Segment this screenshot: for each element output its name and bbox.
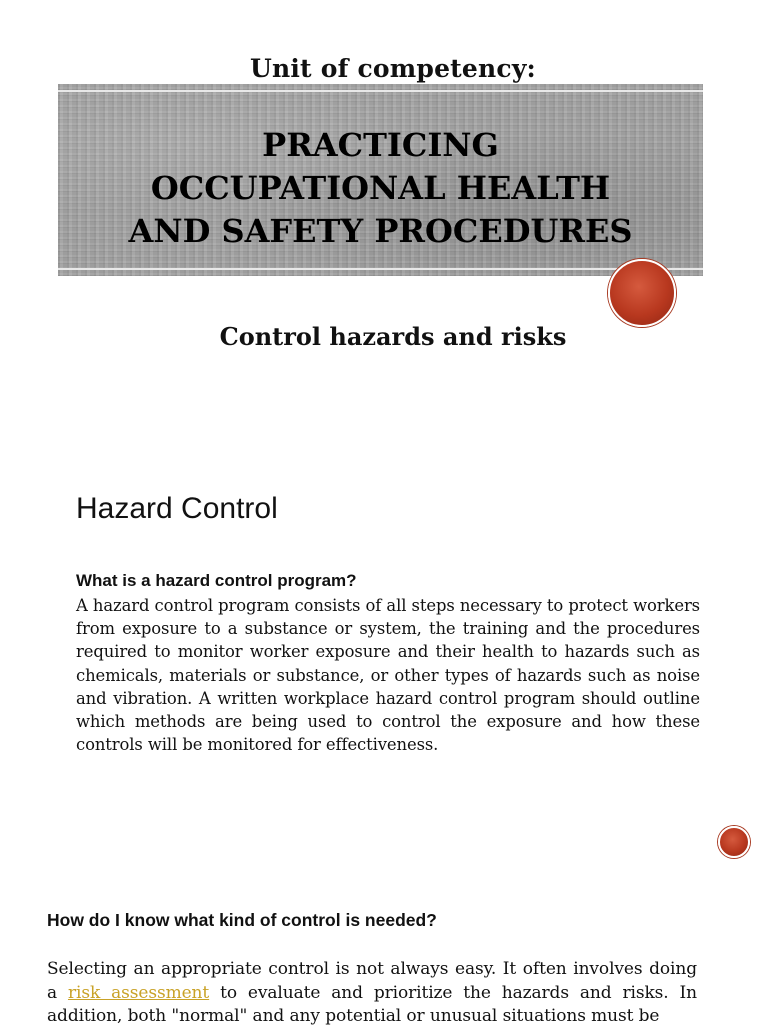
answer-hazard-control-program: A hazard control program consists of all steps necessary to protect workers from exposure to a substance or system, the training and the procedures required to monitor worker exposure and their health to hazards such as chemicals, materials or substance, or other types of hazards such as noise and vibration. A written workplace hazard control program should outline which methods are being used to control the exposure and how these controls will be monitored for effectiveness.: [76, 596, 700, 755]
question-hazard-control-program: What is a hazard control program?: [76, 571, 357, 590]
risk-assessment-link[interactable]: risk assessment: [67, 982, 210, 1003]
title-line-1: PRACTICING: [262, 126, 499, 164]
page-title: [58, 124, 703, 253]
unit-of-competency-label: Unit of competency:: [249, 54, 536, 83]
decorative-small-circle-icon: [718, 826, 750, 858]
title-banner: [58, 84, 703, 276]
section-subtitle: Control hazards and risks: [219, 322, 567, 351]
title-line-3: AND SAFETY PROCEDURES: [128, 212, 633, 250]
answer-kind-of-control: [47, 958, 697, 1029]
question-kind-of-control: How do I know what kind of control is needed?: [47, 910, 437, 930]
title-line-2: OCCUPATIONAL HEALTH: [150, 169, 611, 207]
hazard-control-heading: Hazard Control: [76, 492, 278, 525]
answer-text-after-link: to evaluate and prioritize the hazards and risks. In addition, both "normal" and any potential or unusual situations must be: [47, 982, 698, 1026]
banner-top-rule: [58, 90, 703, 92]
answer-text-before-link: Selecting an appropriate control is not always easy. It often involves doing a: [47, 959, 697, 1003]
banner-bottom-rule: [58, 268, 703, 270]
decorative-circle-icon: [608, 259, 676, 327]
